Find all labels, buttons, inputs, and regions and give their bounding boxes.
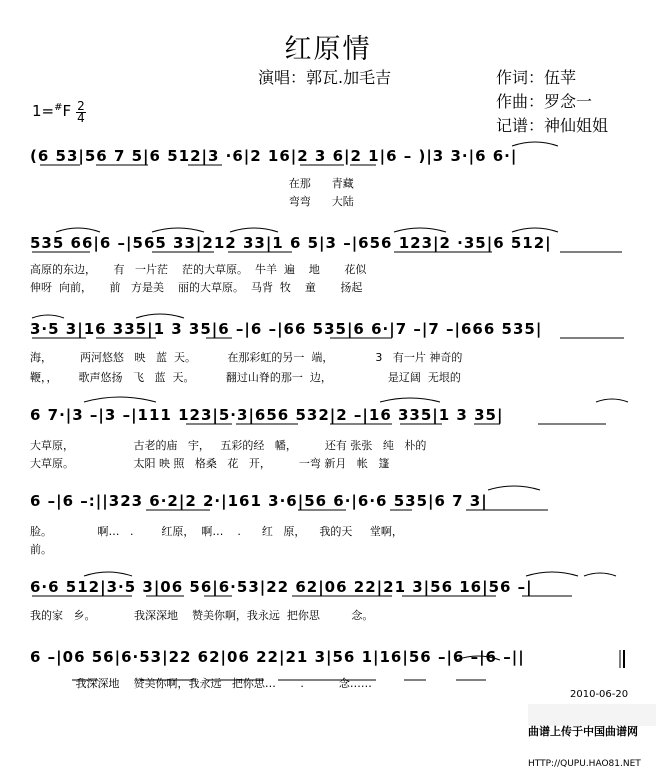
time-signature: [76, 101, 86, 124]
lyric-row-3-verse-1: 海， 两河悠悠 映 蓝 天。 在那彩虹的另一 端， 3 有一片 神奇的: [30, 351, 463, 364]
lyric-row-1-verse-1: 在那 青藏: [30, 177, 354, 190]
notation-row-4: 6 7·|3 –|3 –|111 123|5·3|656 532|2 –|16 335|1 3 35|: [30, 406, 504, 424]
lyric-row-5-verse-1: 脸。 啊… . 红原， 啊… . 红 原， 我的天 堂啊，: [30, 525, 403, 538]
slur-arc: [136, 314, 184, 318]
slur-arc: [596, 399, 628, 402]
lyric-row-4-verse-2: 大草原。 太阳 映 照 格桑 花 开， 一弯 新月 帐 篷: [30, 457, 390, 470]
slur-arc: [394, 228, 446, 232]
slur-arc: [152, 228, 204, 232]
footer-line-1: 曲谱上传于中国曲谱网: [528, 725, 638, 738]
singer-credit: 演唱：郭瓦.加毛吉: [258, 68, 392, 87]
key-signature: 1=#F: [32, 102, 72, 120]
slur-arc: [380, 398, 440, 402]
lyric-row-4-verse-1: 大草原， 古老的庙 宇， 五彩的经 幡， 还有 张张 纯 朴的: [30, 439, 427, 452]
time-signature-bottom: 4: [77, 111, 85, 125]
lyric-row-3-verse-2: 鞭，， 歌声悠扬 飞 蓝 天。 翻过山脊的那一 边， 是辽阔 无垠的: [30, 371, 461, 384]
lyric-row-2-verse-1: 高原的东边， 有 一片茫 茫的大草原。 牛羊 遍 地 花似: [30, 263, 367, 276]
lyricist-credit: 作词：伍苹: [496, 68, 577, 87]
slur-arc: [526, 572, 578, 576]
slur-arc: [84, 572, 132, 576]
slur-arc: [512, 228, 558, 232]
slur-arc: [32, 315, 64, 318]
lyric-row-1-verse-2: 弯弯 大陆: [30, 195, 354, 208]
notation-row-3: 3·5 3|16 335|1 3 35|6 –|6 –|66 535|6 6·|7 –|7 –|666 535|: [30, 320, 543, 338]
footer-line-2[interactable]: HTTP://QUPU.HAO81.NET: [528, 759, 641, 769]
slur-arc: [584, 573, 616, 576]
slur-arc: [230, 228, 278, 232]
slur-arc: [84, 397, 156, 402]
time-signature-top: 2: [77, 99, 85, 113]
notation-row-6: 6·6 512|3·5 3|06 56|6·53|22 62|06 22|21 3|56 16|56 –|: [30, 578, 533, 596]
song-title: 红原情: [284, 34, 372, 65]
notation-row-5: 6 –|6 –:||323 6·2|2 2·|161 3·6|56 6·|6·6 535|6 7 3|: [30, 492, 488, 510]
lyric-row-5-verse-2: 前。: [30, 543, 52, 556]
slur-arc: [512, 142, 558, 146]
notation-row-7: 6 –|06 56|6·53|22 62|06 22|21 3|56 1|16|56 –|6 –|6 –||: [30, 648, 525, 666]
site-footer: [528, 704, 656, 769]
slur-arc: [488, 486, 540, 490]
date-stamp: 2010-06-20: [570, 689, 629, 700]
notation-row-1: (6 53|56 7 5|6 512|3 ·6|2 16|2 3 6|2 1|6 – )|3 3·|6 6·|: [30, 147, 518, 165]
transcriber-credit: 记谱：神仙姐姐: [496, 116, 609, 135]
lyric-row-2-verse-2: 伸呀 向前， 前 方是美 丽的大草原。 马背 牧 童 扬起: [30, 281, 363, 294]
lyric-row-6: 我的家 乡。 我深深地 赞美你啊，我永远 把你思 念。: [30, 609, 374, 622]
lyric-row-7: 我深深地 赞美你啊，我永远 把你思… . 念……: [30, 677, 372, 690]
notation-row-2: 535 66|6 –|565 33|212 33|1 6 5|3 –|656 123|2 ·35|6 512|: [30, 234, 552, 252]
composer-credit: 作曲：罗念一: [496, 92, 593, 111]
slur-arc: [56, 228, 100, 232]
